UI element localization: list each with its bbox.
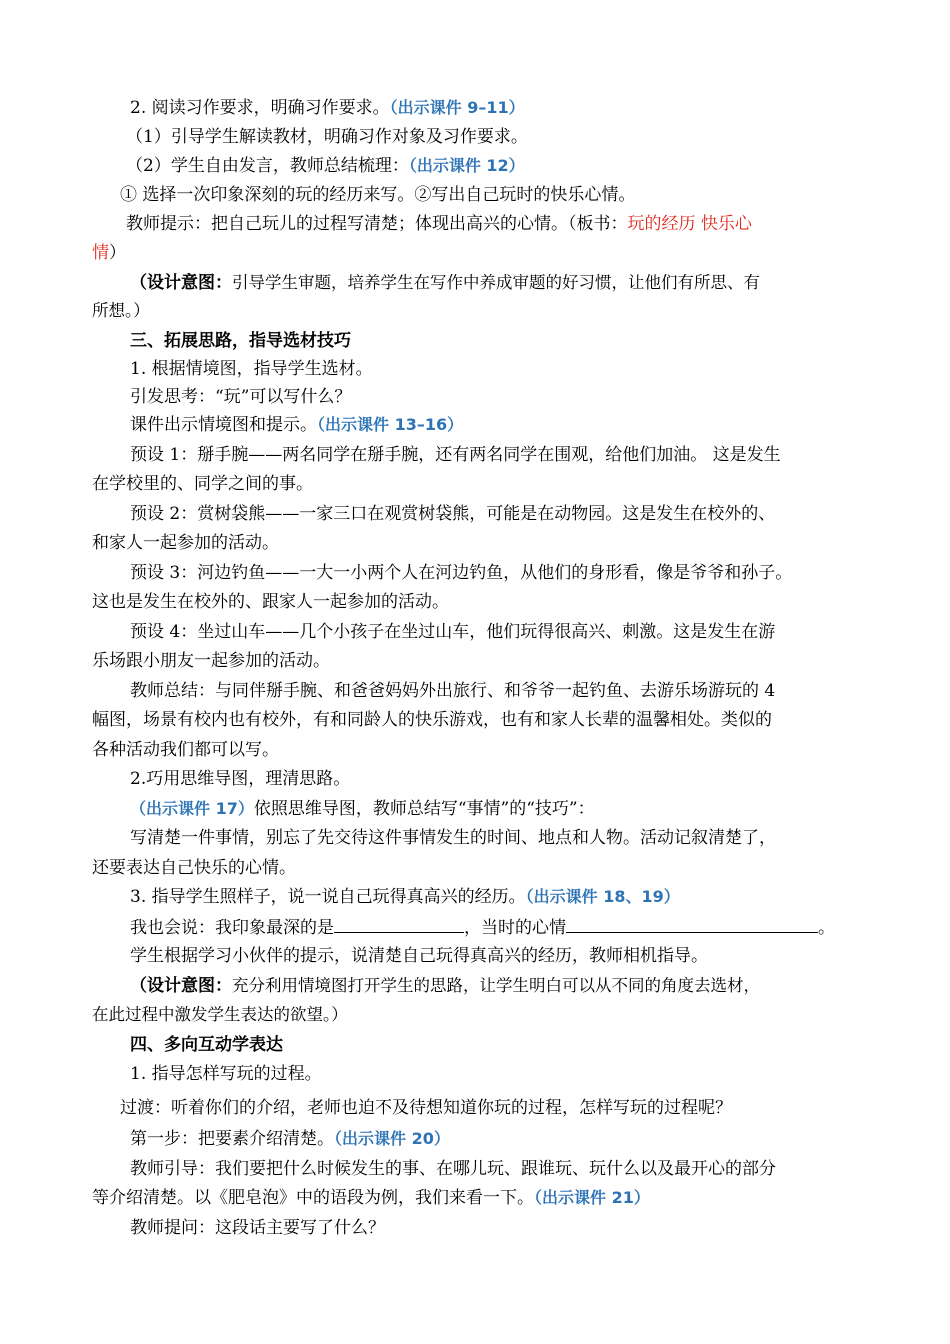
paragraph-line	[92, 591, 449, 613]
paragraph-line	[130, 1063, 322, 1085]
section-heading	[130, 1034, 283, 1056]
line-text: 。	[818, 918, 835, 938]
paragraph-line	[92, 242, 126, 264]
courseware-ref: （出示课件 9–11）	[389, 98, 525, 117]
paragraph-line	[126, 126, 528, 148]
paragraph-line	[92, 709, 772, 731]
line-text: 这也是发生在校外的、跟家人一起参加的活动。	[92, 592, 449, 612]
paragraph-line	[130, 945, 708, 967]
fill-in-sentence	[130, 916, 835, 939]
paragraph-line	[130, 1217, 385, 1239]
design-intent-label: （设计意图：	[130, 273, 232, 293]
design-intent-label: （设计意图：	[130, 976, 232, 996]
courseware-ref: （出示课件 21）	[534, 1188, 650, 1207]
line-text: （2）学生自由发言，教师总结梳理：	[126, 156, 409, 176]
line-text: 学生根据学习小伙伴的提示，说清楚自己玩得真高兴的经历，教师相机指导。	[130, 946, 708, 966]
line-text: 我也会说：我印象最深的是	[130, 918, 334, 938]
paragraph-line	[130, 680, 775, 702]
section-heading	[130, 330, 351, 352]
line-text: 课件出示情境图和提示。	[130, 415, 317, 435]
line-text: 幅图，场景有校内也有校外，有和同龄人的快乐游戏，也有和家人长辈的温馨相处。类似的	[92, 710, 772, 730]
paragraph-line	[130, 97, 525, 119]
line-text: 依照思维导图，教师总结写“事情”的“技巧”：	[253, 799, 595, 819]
design-intent-text: 充分利用情境图打开学生的思路，让学生明白可以从不同的角度去选材，	[232, 976, 760, 995]
paragraph-line	[130, 386, 351, 408]
line-text: ）	[109, 243, 126, 263]
board-writing: 玩的经历 快乐心	[627, 214, 752, 234]
line-text: 教师提示：把自己玩儿的过程写清楚；体现出高兴的心情。（板书：	[126, 214, 628, 234]
paragraph-line	[92, 650, 330, 672]
heading-text: 三、拓展思路，指导选材技巧	[130, 331, 351, 351]
line-text: 教师引导：我们要把什么时候发生的事、在哪儿玩、跟谁玩、玩什么以及最开心的部分	[130, 1159, 776, 1179]
line-text: 过渡：听着你们的介绍，老师也迫不及待想知道你玩的过程，怎样写玩的过程呢？	[120, 1098, 732, 1118]
paragraph-line	[130, 444, 781, 466]
courseware-ref: （出示课件 13–16）	[317, 415, 464, 434]
paragraph-line	[130, 768, 350, 790]
design-intent-text: 所想。）	[92, 301, 150, 320]
line-text: 预设 4：坐过山车——几个小孩子在坐过山车，他们玩得很高兴、刺激。这是发生在游	[130, 622, 776, 642]
line-text: ，当时的心情	[464, 918, 566, 938]
line-text: 预设 1：掰手腕——两名同学在掰手腕，还有两名同学在围观，给他们加油。 这是发生	[130, 445, 781, 465]
paragraph-line	[130, 621, 775, 643]
line-text: 第一步：把要素介绍清楚。	[130, 1129, 334, 1149]
heading-text: 四、多向互动学表达	[130, 1035, 283, 1055]
paragraph-line	[126, 213, 752, 235]
line-text: 各种活动我们都可以写。	[92, 740, 279, 760]
design-intent	[92, 1004, 348, 1026]
line-text: 3. 指导学生照样子，说一说自己玩得真高兴的经历。	[130, 887, 526, 907]
paragraph-line	[92, 857, 296, 879]
paragraph-line	[130, 827, 776, 849]
line-text: ① 选择一次印象深刻的玩的经历来写。②写出自己玩时的快乐心情。	[120, 185, 636, 205]
line-text: 等介绍清楚。以《肥皂泡》中的语段为例，我们来看一下。	[92, 1188, 534, 1208]
design-intent-text: 在此过程中激发学生表达的欲望。）	[92, 1005, 348, 1024]
courseware-ref: （出示课件 18、19）	[525, 887, 680, 906]
paragraph-line	[126, 155, 525, 177]
paragraph-line	[130, 1128, 450, 1150]
line-text: 预设 2：赏树袋熊——一家三口在观赏树袋熊，可能是在动物园。这是发生在校外的、	[130, 504, 776, 524]
design-intent	[130, 272, 760, 294]
design-intent	[92, 300, 150, 322]
paragraph-line	[130, 358, 373, 380]
board-writing: 情	[92, 243, 109, 263]
paragraph-line	[130, 414, 463, 436]
line-text: 还要表达自己快乐的心情。	[92, 858, 296, 878]
paragraph-line	[120, 1097, 732, 1119]
paragraph-line	[92, 1187, 650, 1209]
line-text: 写清楚一件事情，别忘了先交待这件事情发生的时间、地点和人物。活动记叙清楚了，	[130, 828, 776, 848]
line-text: 1. 指导怎样写玩的过程。	[130, 1064, 322, 1084]
line-text: 引发思考：“玩”可以写什么？	[130, 387, 352, 407]
fill-blank	[334, 916, 464, 933]
courseware-ref: （出示课件 20）	[334, 1129, 450, 1148]
paragraph-line	[130, 503, 775, 525]
line-text: 1. 根据情境图，指导学生选材。	[130, 359, 373, 379]
paragraph-line	[120, 184, 635, 206]
line-text: 在学校里的、同学之间的事。	[92, 474, 313, 494]
paragraph-line	[92, 473, 313, 495]
line-text: 2. 阅读习作要求，明确习作要求。	[130, 98, 390, 118]
courseware-ref: （出示课件 12）	[408, 156, 525, 175]
line-text: 教师总结：与同伴掰手腕、和爸爸妈妈外出旅行、和爷爷一起钓鱼、去游乐场游玩的 4	[130, 681, 776, 701]
line-text: （1）引导学生解读教材，明确习作对象及习作要求。	[126, 127, 528, 147]
paragraph-line	[130, 886, 680, 908]
paragraph-line	[92, 532, 279, 554]
paragraph-line	[130, 1158, 776, 1180]
line-text: 2.巧用思维导图，理清思路。	[130, 769, 351, 789]
line-text: 预设 3：河边钓鱼——一大一小两个人在河边钓鱼，从他们的身形看，像是爷爷和孙子。	[130, 563, 793, 583]
paragraph-line	[92, 739, 279, 761]
courseware-ref: （出示课件 17）	[130, 799, 254, 818]
design-intent-text: 引导学生审题，培养学生在写作中养成审题的好习惯，让他们有所思、有	[232, 273, 760, 292]
paragraph-line	[130, 562, 792, 584]
design-intent	[130, 975, 760, 997]
fill-blank	[566, 916, 818, 933]
line-text: 和家人一起参加的活动。	[92, 533, 279, 553]
line-text: 教师提问：这段话主要写了什么？	[130, 1218, 385, 1238]
paragraph-line	[130, 798, 595, 820]
line-text: 乐场跟小朋友一起参加的活动。	[92, 651, 330, 671]
